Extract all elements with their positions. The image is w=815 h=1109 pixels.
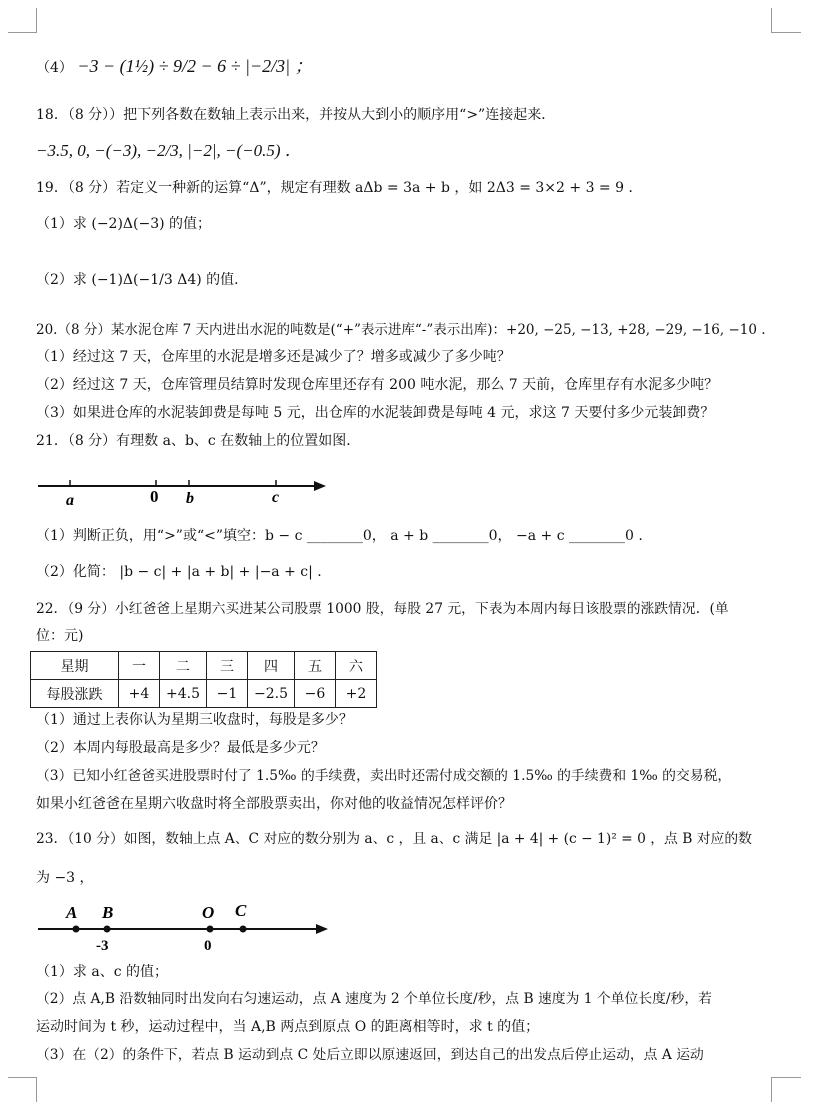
table-row <box>31 680 377 708</box>
q19-part2: （2）求 (−1)Δ(−1/3 Δ4) 的值． <box>36 272 249 288</box>
table-cell: +4.5 <box>160 680 207 708</box>
q23-part2a: （2）点 A,B 沿数轴同时出发向右匀速运动，点 A 速度为 2 个单位长度/秒，点 B 速度为 1 个单位长度/秒，若 <box>36 991 712 1007</box>
crop-mark-bottom-right-h <box>771 1077 801 1078</box>
q17-part4 <box>36 56 313 78</box>
crop-mark-top-right-v <box>771 8 772 33</box>
q21-number-line <box>36 472 336 512</box>
q21-axis-label-0: 0 <box>150 487 159 506</box>
q23-tick-label-b: -3 <box>96 938 109 954</box>
q21-axis-label-b: b <box>186 490 194 507</box>
q21-part2: （2）化简： |b − c| + |a + b| + |−a + c| . <box>36 564 322 580</box>
crop-mark-top-right-h <box>771 32 801 33</box>
q20-title: 20.（8 分）某水泥仓库 7 天内进出水泥的吨数是(“+”表示进库“-”表示出库)：+20, −25, −13, +28, −29, −16, −10 . <box>36 322 766 338</box>
table-cell: −1 <box>207 680 248 708</box>
crop-mark-bottom-left-h <box>8 1077 37 1078</box>
table-header-cell: 二 <box>160 652 207 680</box>
stock-change-table <box>30 651 377 708</box>
q19-title: 19．（8 分）若定义一种新的运算“Δ”，规定有理数 aΔb = 3a + b ，如 2Δ3 = 3×2 + 3 = 9 ． <box>36 180 643 196</box>
crop-mark-bottom-right-v <box>771 1077 772 1102</box>
table-cell: +2 <box>336 680 377 708</box>
q23-label-O: O <box>202 903 215 922</box>
q22-title: 22．（9 分）小红爸爸上星期六买进某公司股票 1000 股，每股 27 元，下表为本周内每日该股票的涨跌情况．(单 <box>36 601 729 617</box>
table-header-cell: 四 <box>248 652 295 680</box>
q23-part2b: 运动时间为 t 秒，运动过程中，当 A,B 两点到原点 O 的距离相等时，求 t 的值； <box>36 1019 540 1035</box>
q22-part1: （1）通过上表你认为星期三收盘时，每股是多少？ <box>36 712 353 728</box>
q23-label-C: C <box>235 901 247 920</box>
q18-numbers: −3.5, 0, −(−3), −2/3, |−2|, −(−0.5) ． <box>36 141 302 160</box>
table-header-cell: 星期 <box>31 652 119 680</box>
q23-part1: （1）求 a、c 的值； <box>36 964 168 980</box>
table-row <box>31 652 377 680</box>
crop-mark-top-left-h <box>8 32 37 33</box>
q23-part3: （3）在（2）的条件下，若点 B 运动到点 C 处后立即以原速返回，到达自己的出发点后停止运动，点 A 运动 <box>36 1047 704 1063</box>
crop-mark-top-left-v <box>36 8 37 33</box>
crop-mark-bottom-left-v <box>36 1077 37 1102</box>
q20-part2: （2）经过这 7 天，仓库管理员结算时发现仓库里还存有 200 吨水泥，那么 7 天前，仓库里存有水泥多少吨？ <box>36 377 719 393</box>
q18-title: 18．（8 分））把下列各数在数轴上表示出来，并按从大到小的顺序用“>”连接起来． <box>36 107 556 123</box>
q22-part2: （2）本周内每股最高是多少？最低是多少元？ <box>36 740 325 756</box>
q20-part1: （1）经过这 7 天，仓库里的水泥是增多还是减少了？增多或减少了多少吨？ <box>36 349 511 365</box>
table-cell: 每股涨跌 <box>31 680 119 708</box>
table-cell: −2.5 <box>248 680 295 708</box>
q23-title-cont: 为 −3 ， <box>36 870 94 886</box>
q22-part3a: （3）已知小红爸爸买进股票时付了 1.5‰ 的手续费，卖出时还需付成交额的 1.5‰ 的手续费和 1‰ 的交易税， <box>36 768 732 784</box>
table-cell: +4 <box>119 680 160 708</box>
q20-part3: （3）如果进仓库的水泥装卸费是每吨 5 元，出仓库的水泥装卸费是每吨 4 元，求这 7 天要付多少元装卸费？ <box>36 405 715 421</box>
q23-number-line <box>36 898 336 954</box>
q17-part4-label: （4） <box>36 60 73 76</box>
table-header-cell: 三 <box>207 652 248 680</box>
table-header-cell: 一 <box>119 652 160 680</box>
q21-part1: （1）判断正负，用“>”或“<”填空：b − c ________0， a + b ________0， −a + c ________0 . <box>36 528 643 544</box>
table-cell: −6 <box>295 680 336 708</box>
table-header-cell: 六 <box>336 652 377 680</box>
table-header-cell: 五 <box>295 652 336 680</box>
q23-label-A: A <box>66 903 78 922</box>
q23-tick-label-o: 0 <box>204 938 212 954</box>
q23-title: 23．（10 分）如图，数轴上点 A、C 对应的数分别为 a、c ，且 a、c 满足 |a + 4| + (c − 1)² = 0 ，点 B 对应的数 <box>36 831 752 847</box>
q22-title-cont: 位：元) <box>36 628 84 644</box>
q21-title: 21．（8 分）有理数 a、b、c 在数轴上的位置如图． <box>36 433 361 449</box>
q19-part1: （1）求 (−2)Δ(−3) 的值； <box>36 216 212 232</box>
q17-part4-expr: −3 − (1½) ÷ 9/2 − 6 ÷ |−2/3| ； <box>77 56 313 76</box>
q21-axis-label-a: a <box>66 492 74 509</box>
q23-label-B: B <box>102 903 114 922</box>
q21-axis-label-c: c <box>272 489 280 506</box>
q22-part3b: 如果小红爸爸在星期六收盘时将全部股票卖出，你对他的收益情况怎样评价？ <box>36 796 512 812</box>
